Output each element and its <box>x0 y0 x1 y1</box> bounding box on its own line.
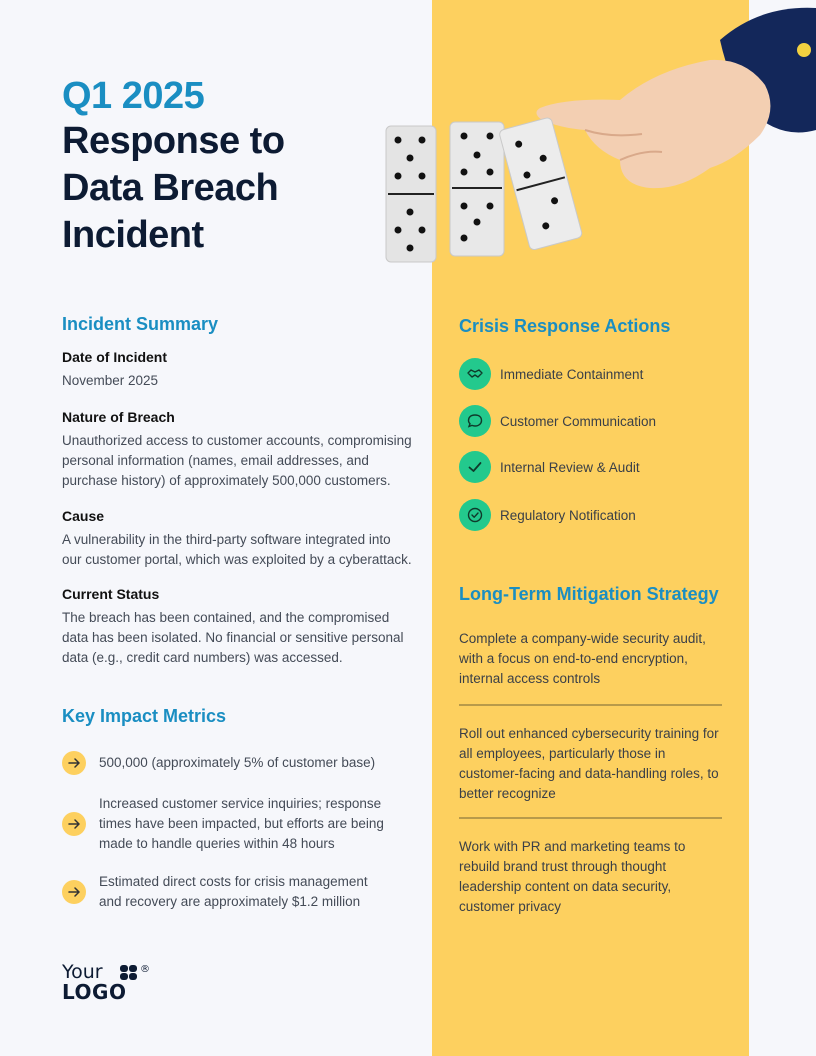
metric-text: Increased customer service inquiries; response times have been impacted, but efforts are being made to handle queries within 48 hours <box>99 796 384 851</box>
title-line-3: Incident <box>62 214 204 256</box>
logo-line-1: Your <box>62 961 103 983</box>
strategy-item: Work with PR and marketing teams to rebuild brand trust through thought leadership content on data security, customer privacy <box>459 839 686 914</box>
metric-item <box>62 872 392 912</box>
strategy-item: Complete a company-wide security audit, with a focus on end-to-end encryption, internal access controls <box>459 631 706 686</box>
field-nature-of-breach <box>62 409 412 491</box>
field-cause <box>62 508 412 570</box>
logo-line-2: LOGO <box>62 980 127 1004</box>
arrow-right-icon <box>62 751 86 775</box>
title-block <box>62 74 402 259</box>
field-text: A vulnerability in the third-party software integrated into our customer portal, which was exploited by a cyberattack. <box>62 532 412 567</box>
field-label: Current Status <box>62 586 160 602</box>
title-line-2: Data Breach <box>62 167 279 209</box>
field-date-of-incident <box>62 349 412 391</box>
arrow-right-icon <box>62 812 86 836</box>
field-label: Nature of Breach <box>62 409 175 425</box>
badge-check-icon <box>459 499 491 531</box>
strategy-item: Roll out enhanced cybersecurity training for all employees, particularly those in customer-facing and data-handling roles, to better recognize <box>459 726 719 801</box>
field-label: Cause <box>62 508 105 524</box>
metric-item <box>62 794 392 854</box>
divider <box>459 817 722 819</box>
crisis-actions-title: Crisis Response Actions <box>459 316 671 336</box>
mitigation-title: Long-Term Mitigation Strategy <box>459 584 719 604</box>
title-line-1: Response to <box>62 120 285 162</box>
metric-text: 500,000 (approximately 5% of customer base) <box>99 755 376 770</box>
impact-metrics-title: Key Impact Metrics <box>62 706 227 726</box>
action-label: Internal Review & Audit <box>500 459 640 475</box>
field-text: The breach has been contained, and the compromised data has been isolated. No financial or sensitive personal data (e.g., credit card numbers) was accessed. <box>62 610 404 665</box>
domino-3 <box>499 117 583 251</box>
chat-bubble-icon <box>459 405 491 437</box>
action-immediate-containment <box>459 358 643 390</box>
action-label: Customer Communication <box>500 413 657 429</box>
handshake-icon <box>459 358 491 390</box>
your-logo <box>62 961 150 1004</box>
field-text: Unauthorized access to customer accounts, compromising personal information (names, email addresses, and purchase history) of approximately 500,000 customers. <box>62 433 412 488</box>
action-label: Immediate Containment <box>500 366 644 382</box>
divider <box>459 704 722 706</box>
arrow-right-icon <box>62 880 86 904</box>
title-year: Q1 2025 <box>62 75 205 117</box>
metric-text: Estimated direct costs for crisis management and recovery are approximately $1.2 million <box>99 874 368 909</box>
metric-item <box>62 751 392 775</box>
action-regulatory-notification <box>459 499 636 531</box>
action-customer-communication <box>459 405 656 437</box>
action-internal-review <box>459 451 640 483</box>
checkmark-icon <box>459 451 491 483</box>
action-label: Regulatory Notification <box>500 507 636 523</box>
field-label: Date of Incident <box>62 349 168 365</box>
field-current-status <box>62 586 412 668</box>
domino-hand-illustration <box>380 0 816 280</box>
domino-2 <box>450 122 504 256</box>
registered-mark: ® <box>140 964 150 975</box>
field-text: November 2025 <box>62 373 159 388</box>
incident-summary-title: Incident Summary <box>62 314 219 334</box>
